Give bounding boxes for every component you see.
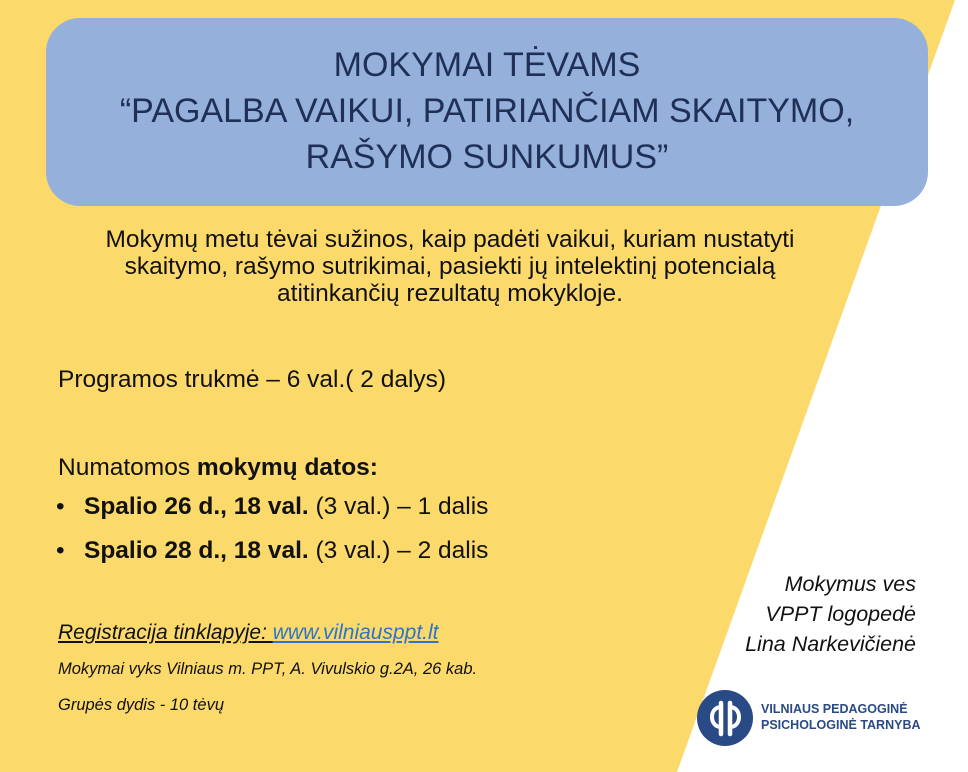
dates-heading <box>58 454 378 482</box>
registration-label: Registracija tinklapyje: <box>58 621 273 644</box>
bullet-icon: • <box>56 493 65 520</box>
title-line-3: RAŠYMO SUNKUMUS” <box>305 138 669 176</box>
date-detail: (3 val.) – 1 dalis <box>308 493 489 520</box>
date-bold: Spalio 26 d., 18 val. <box>84 493 309 520</box>
lecturer-line-3: Lina Narkevičienė <box>745 632 916 656</box>
registration-link[interactable]: www.vilniausppt.lt <box>272 621 439 644</box>
group-size-text: Grupės dydis - 10 tėvų <box>58 696 224 714</box>
lecturer-info <box>745 569 916 659</box>
title-line-1: MOKYMAI TĖVAMS <box>333 46 641 84</box>
date-bold: Spalio 28 d., 18 val. <box>84 537 309 564</box>
title-banner <box>46 18 928 206</box>
logo-text <box>761 701 921 733</box>
program-duration: Programos trukmė – 6 val.( 2 dalys) <box>58 366 447 393</box>
bullet-icon: • <box>56 537 65 564</box>
dates-heading-plain: Numatomos <box>58 454 197 481</box>
lecturer-line-1: Mokymus ves <box>784 572 916 596</box>
date-list-item <box>56 493 488 521</box>
organization-logo <box>697 690 937 746</box>
ppt-logo-icon <box>697 690 753 746</box>
date-detail: (3 val.) – 2 dalis <box>308 537 489 564</box>
logo-text-line-1: VILNIAUS PEDAGOGINĖ <box>761 702 908 716</box>
title-line-2: “PAGALBA VAIKUI, PATIRIANČIAM SKAITYMO, <box>119 92 855 130</box>
location-text: Mokymai vyks Vilniaus m. PPT, A. Vivulskio g.2A, 26 kab. <box>58 660 478 678</box>
date-list-item <box>56 537 488 565</box>
lecturer-line-2: VPPT logopedė <box>765 602 916 626</box>
registration-line <box>58 621 439 645</box>
dates-heading-bold: mokymų datos: <box>196 454 378 481</box>
logo-text-line-2: PSICHOLOGINĖ TARNYBA <box>761 718 921 732</box>
intro-paragraph: Mokymų metu tėvai sužinos, kaip padėti vaikui, kuriam nustatyti skaitymo, rašymo sutrikimai, pasiekti jų intelektinį potencialą atitinkančių rezultatų mokykloje. <box>105 226 795 307</box>
